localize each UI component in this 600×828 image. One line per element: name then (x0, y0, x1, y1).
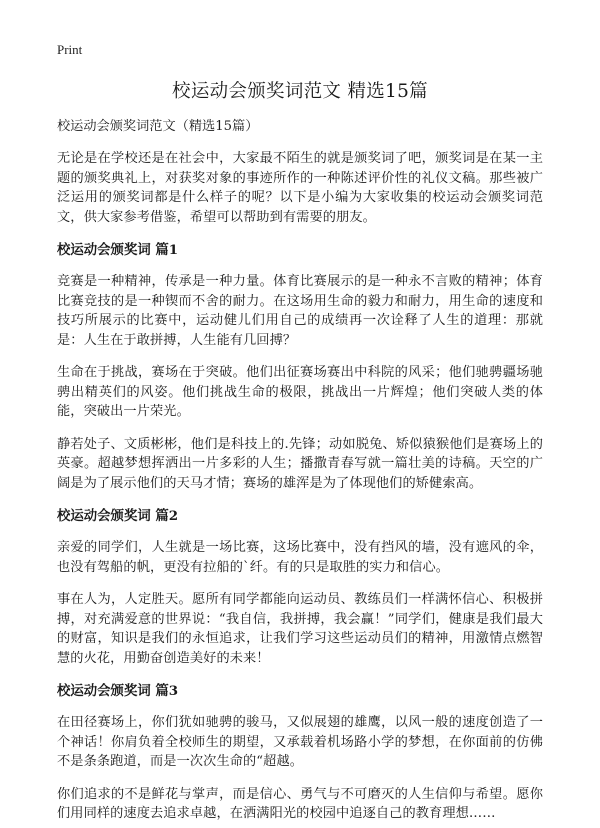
print-link[interactable]: Print (57, 42, 83, 57)
section-heading: 校运动会颁奖词 篇3 (57, 683, 179, 699)
section-1 (57, 240, 543, 493)
page-title: 校运动会颁奖词范文 精选15篇 (172, 81, 428, 102)
document-subtitle: 校运动会颁奖词范文（精选15篇） (57, 119, 259, 134)
section-paragraph: 你们追求的不是鲜花与掌声，而是信心、勇气与不可磨灭的人生信仰与希望。愿你们用同样的速度去追求卓越，在洒满阳光的校园中追逐自己的教育理想…… (57, 786, 543, 821)
section-paragraph: 生命在于挑战，赛场在于突破。他们出征赛场赛出中科院的风采；他们驰骋疆场驰骋出精英们的风姿。他们挑战生命的极限，挑战出一片辉煌；他们突破人类的体能，突破出一片荣光。 (57, 365, 543, 419)
section-paragraph: 在田径赛场上，你们犹如驰骋的骏马，又似展翅的雄鹰，以风一般的速度创造了一个神话！你肩负着全校师生的期望，又承载着机场路小学的梦想，在你面前的仿佛不是条条跑道，而是一次次生命的“超越。 (57, 715, 543, 769)
section-paragraph: 事在人为，人定胜天。愿所有同学都能向运动员、教练员们一样满怀信心、积极拼搏，对充满爱意的世界说：“我自信，我拼搏，我会赢！”同学们，健康是我们最大的财富，知识是我们的永恒追求，让我们学习这些运动员们的精神，用激情点燃智慧的火花，用勤奋创造美好的未来！ (57, 592, 543, 666)
section-2 (57, 506, 543, 668)
section-paragraph: 竞赛是一种精神，传承是一种力量。体育比赛展示的是一种永不言败的精神；体育比赛竞技的是一种锲而不舍的耐力。在这场用生命的毅力和耐力，用生命的速度和技巧所展示的比赛中，运动健儿们用自己的成绩再一次诠释了人生的道理：那就是：人生在于敢拼搏，人生能有几回搏？ (57, 274, 543, 348)
section-heading: 校运动会颁奖词 篇1 (57, 242, 179, 258)
intro-paragraph: 无论是在学校还是在社会中，大家最不陌生的就是颁奖词了吧，颁奖词是在某一主题的颁奖典礼上，对获奖对象的事迹所作的一种陈述评价性的礼仪文稿。那些被广泛运用的颁奖词都是什么样子的呢？以下是小编为大家收集的校运动会颁奖词范文，供大家参考借鉴，希望可以帮助到有需要的朋友。 (57, 151, 543, 225)
section-heading: 校运动会颁奖词 篇2 (57, 508, 179, 524)
section-paragraph: 静若处子、文质彬彬，他们是科技上的.先锋；动如脱兔、矫似猿猴他们是赛场上的英豪。超越梦想挥洒出一片多彩的人生；播撒青春写就一篇壮美的诗稿。天空的广阔是为了展示他们的天马才情；赛场的雄浑是为了体现他们的矫健索高。 (57, 436, 543, 491)
section-3 (57, 681, 543, 824)
section-paragraph: 亲爱的同学们，人生就是一场比赛，这场比赛中，没有挡风的墙，没有遮风的伞，也没有驾船的帆，更没有拉船的`纤。有的只是取胜的实力和信心。 (57, 540, 543, 575)
